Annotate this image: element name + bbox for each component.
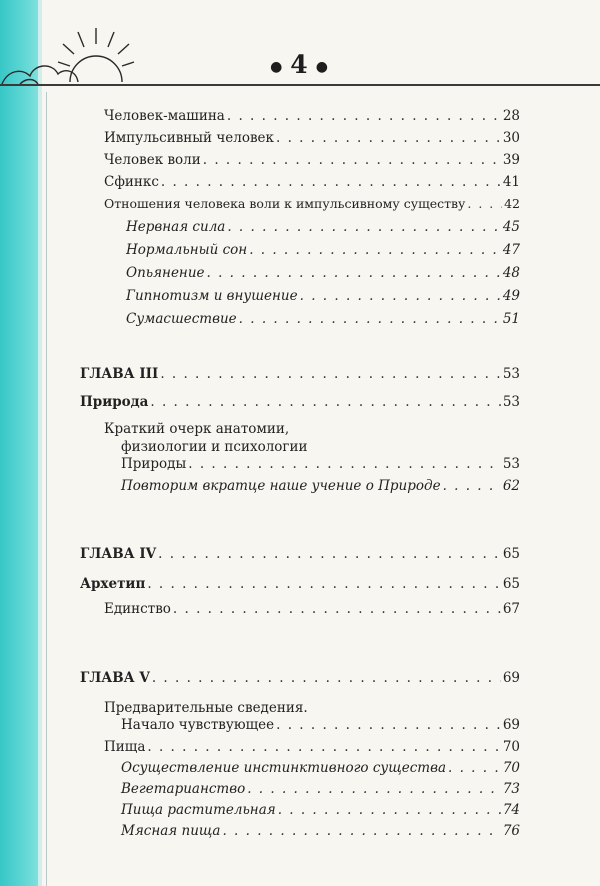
toc-subentry[interactable]: Пища растительная . . . 74 [121, 802, 520, 822]
chapter-heading[interactable]: ГЛАВА V . . . 69 [80, 670, 520, 690]
toc-entry[interactable]: Природы . . . 53 [121, 456, 520, 476]
toc-entry-line: физиологии и психологии [121, 439, 308, 455]
left-color-band [0, 0, 38, 886]
part-heading[interactable]: Природа . . . 53 [80, 394, 520, 414]
toc-entry[interactable]: Пища . . . 70 [104, 739, 520, 759]
bullet-left: ● [270, 58, 285, 75]
toc-subentry[interactable]: Опьянение . . . 48 [126, 265, 520, 285]
toc-subentry[interactable]: Вегетарианство . . . 73 [121, 781, 520, 801]
toc-entry[interactable]: Начало чувствующее . . . 69 [121, 717, 520, 737]
toc-subentry[interactable]: Гипнотизм и внушение . . . 49 [126, 288, 520, 308]
toc-entry-line: Предварительные сведения. [104, 700, 308, 716]
toc-entry[interactable]: Человек воли . . . 39 [104, 152, 520, 172]
part-heading[interactable]: Архетип . . . 65 [80, 576, 520, 596]
toc-subentry[interactable]: Осуществление инстинктивного существа . . . 70 [121, 760, 520, 780]
chapter-heading[interactable]: ГЛАВА IV . . . 65 [80, 546, 520, 566]
bullet-right: ● [315, 58, 330, 75]
toc-entry[interactable]: Сфинкс . . . 41 [104, 174, 520, 194]
toc-entry[interactable]: Человек-машина . . . 28 [104, 108, 520, 128]
toc-subentry[interactable]: Сумасшествие . . . 51 [126, 311, 520, 331]
page-number: ● 4 ● [270, 50, 330, 79]
toc-subentry[interactable]: Нормальный сон . . . 47 [126, 242, 520, 262]
chapter-heading[interactable]: ГЛАВА III . . . 53 [80, 366, 520, 386]
toc-entry[interactable]: Единство . . . 67 [104, 601, 520, 621]
toc-subentry[interactable]: Повторим вкратце наше учение о Природе . . . 62 [121, 478, 520, 498]
toc-entry[interactable]: Импульсивный человек . . . 30 [104, 130, 520, 150]
inner-margin-rule [46, 92, 47, 886]
toc-subentry[interactable]: Нервная сила . . . 45 [126, 219, 520, 239]
header-rule [0, 84, 600, 86]
toc-entry-line: Краткий очерк анатомии, [104, 421, 290, 437]
toc-entry[interactable]: Отношения человека воли к импульсивному существу . . . 42 [104, 196, 520, 216]
toc-subentry[interactable]: Мясная пища . . . 76 [121, 823, 520, 843]
band-edge [38, 0, 42, 886]
